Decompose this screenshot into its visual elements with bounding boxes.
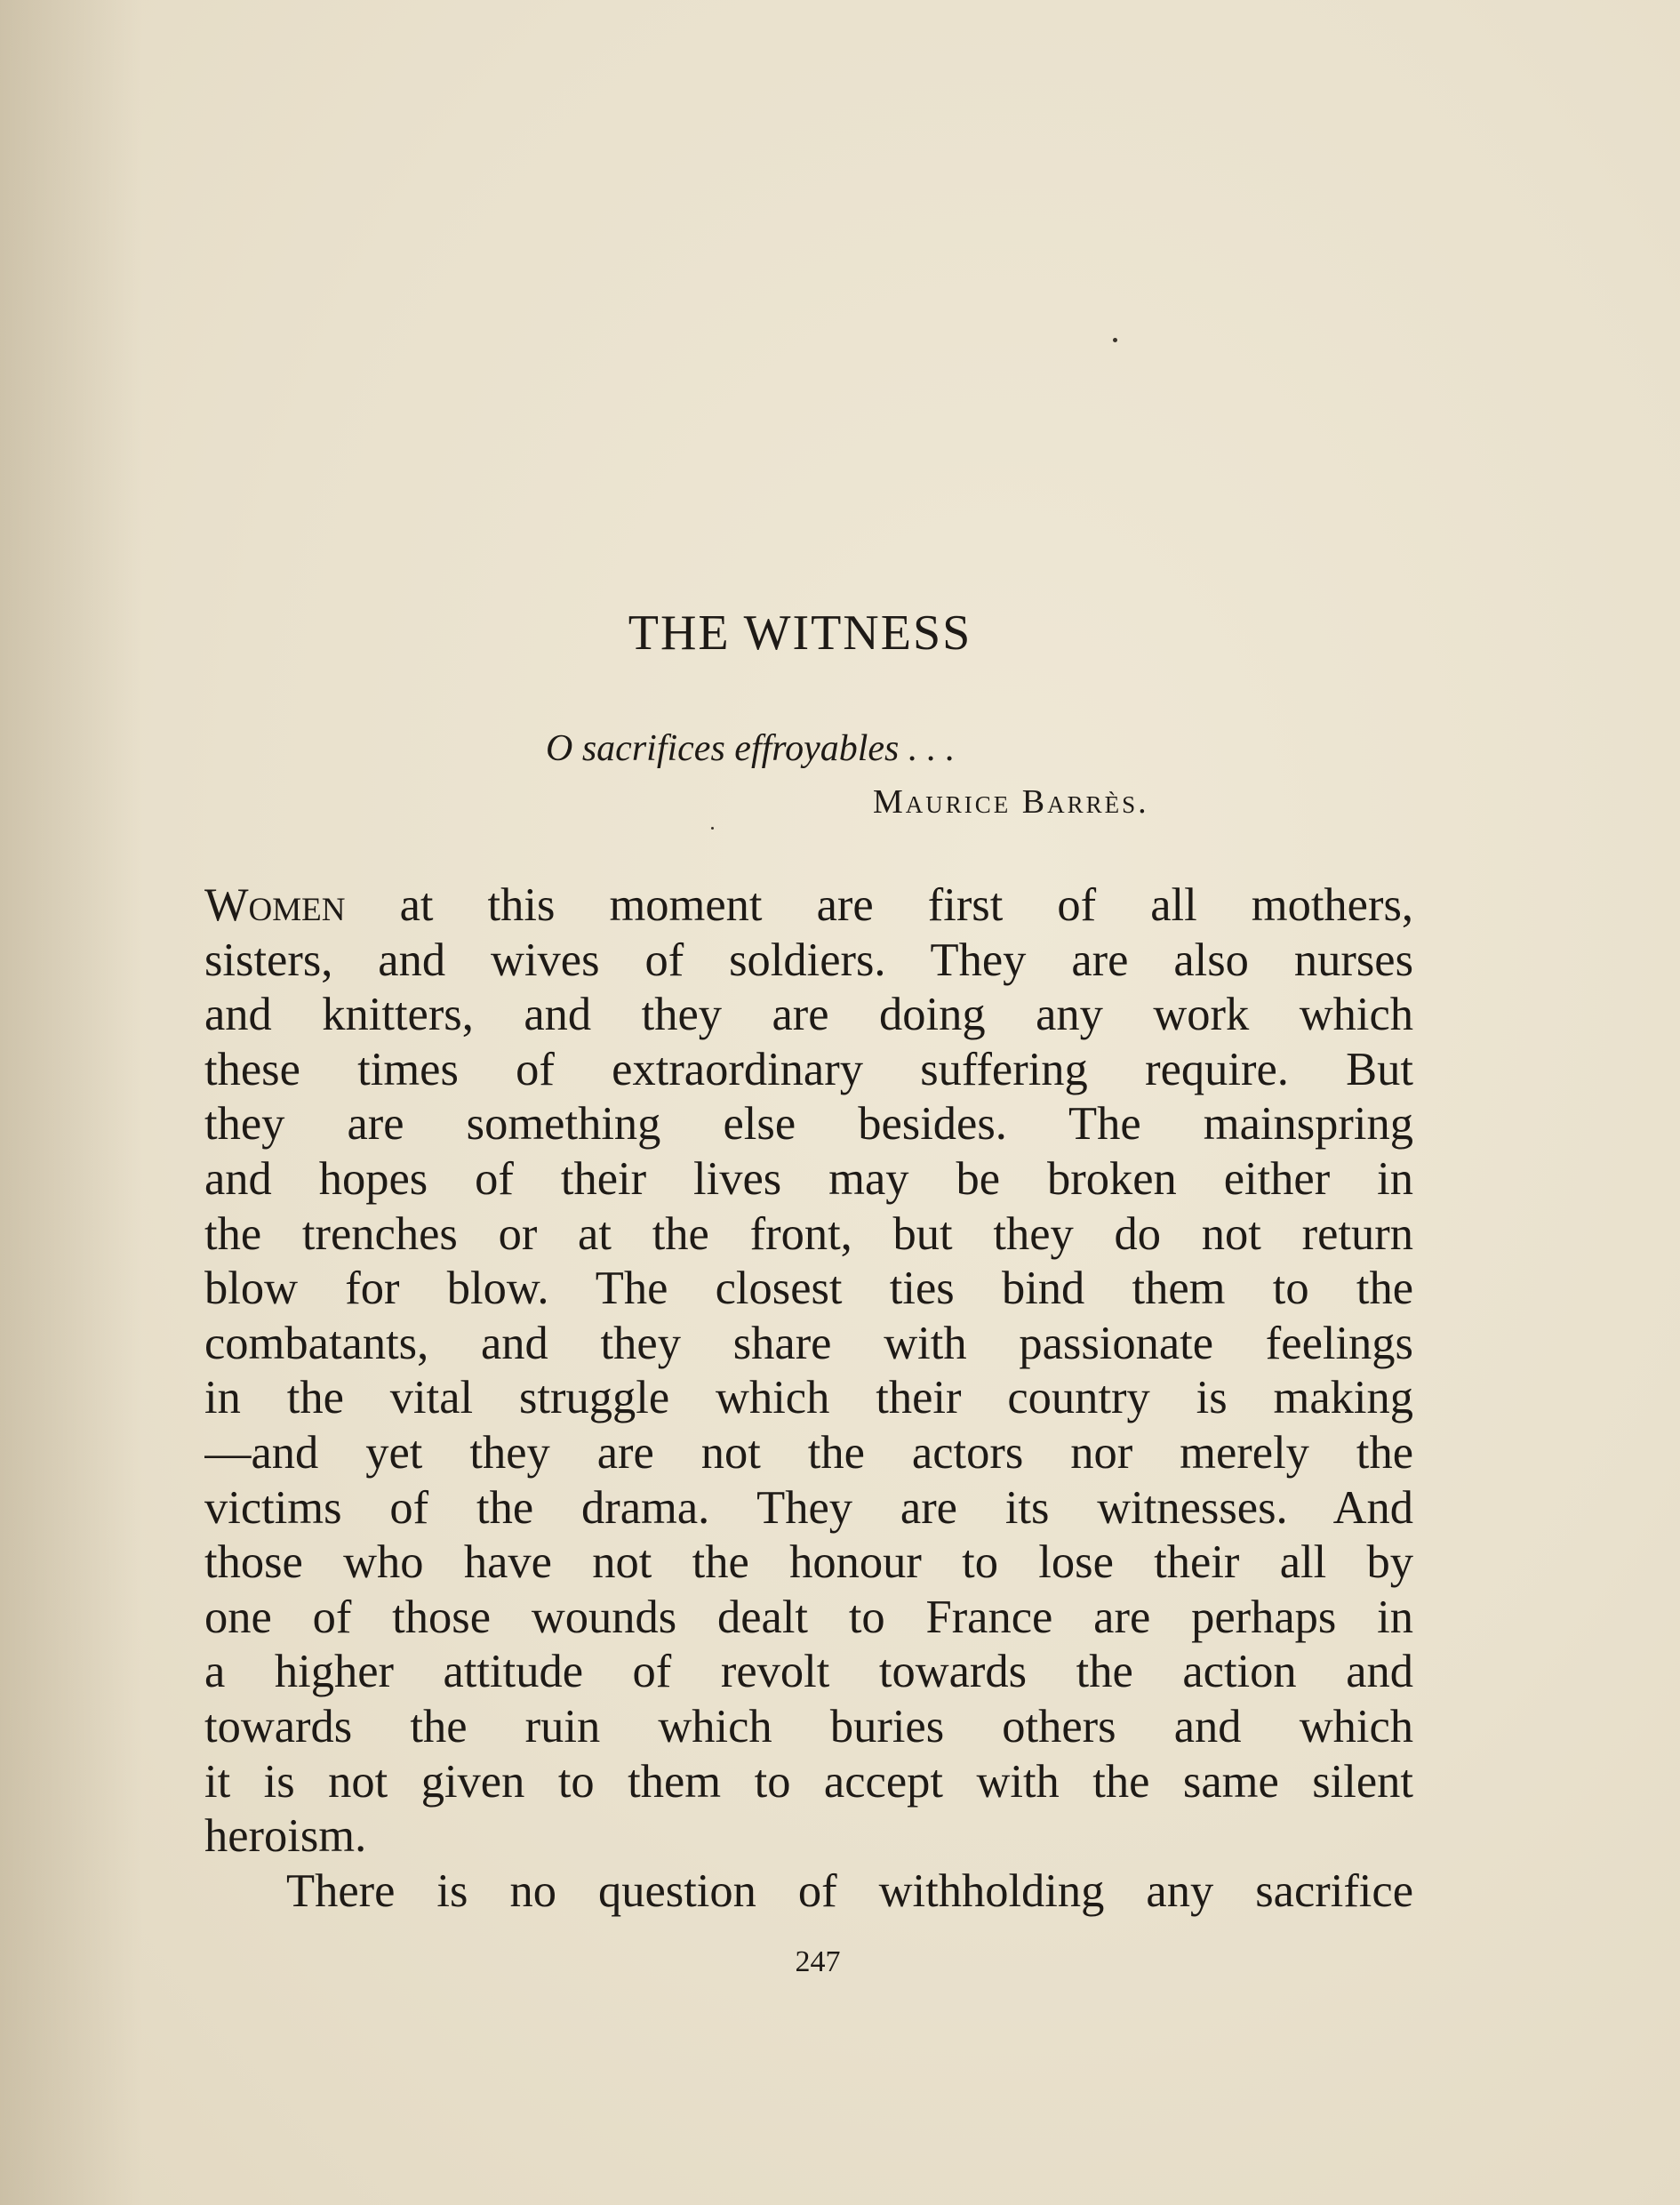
text-line: these times of extraordinary suffering require. But	[204, 1043, 1413, 1095]
text-line: one of those wounds dealt to France are perhaps in	[204, 1591, 1413, 1643]
text-line: and knitters, and they are doing any work which	[204, 989, 1413, 1041]
epigraph-attribution: Maurice Barrès.	[873, 783, 1149, 821]
text-line: There is no question of withholding any sacrifice	[286, 1864, 1413, 1917]
text-line: in the vital struggle which their country is making	[204, 1372, 1413, 1424]
text-line: victims of the drama. They are its witnesses. And	[204, 1481, 1413, 1534]
lead-word: Women	[204, 879, 346, 931]
text-line: towards the ruin which buries others and which	[204, 1700, 1413, 1752]
body-text	[204, 878, 1413, 1919]
text-line: they are something else besides. The mainspring	[204, 1098, 1413, 1151]
text-line: —and yet they are not the actors nor merely the	[204, 1426, 1413, 1479]
text-line: and hopes of their lives may be broken either in	[204, 1152, 1413, 1205]
text-line: those who have not the honour to lose their all by	[204, 1536, 1413, 1589]
text-line: heroism.	[204, 1810, 367, 1863]
text-line: it is not given to them to accept with the same silent	[204, 1755, 1413, 1808]
text-line: the trenches or at the front, but they do not return	[204, 1207, 1413, 1260]
text-line: combatants, and they share with passionate feelings	[204, 1317, 1413, 1369]
text-line: sisters, and wives of soldiers. They are also nurses	[204, 934, 1413, 986]
page-number: 247	[795, 1945, 841, 1978]
text-line: Women at this moment are first of all mothers,	[204, 879, 1413, 931]
paper-speck	[1113, 338, 1117, 342]
epigraph: O sacrifices effroyables . . .	[546, 728, 956, 769]
gutter-shadow	[0, 0, 142, 2205]
text-line: blow for blow. The closest ties bind them to the	[204, 1263, 1413, 1315]
text-line: a higher attitude of revolt towards the action and	[204, 1646, 1413, 1698]
paper-speck	[711, 827, 714, 830]
chapter-title: THE WITNESS	[628, 605, 972, 661]
